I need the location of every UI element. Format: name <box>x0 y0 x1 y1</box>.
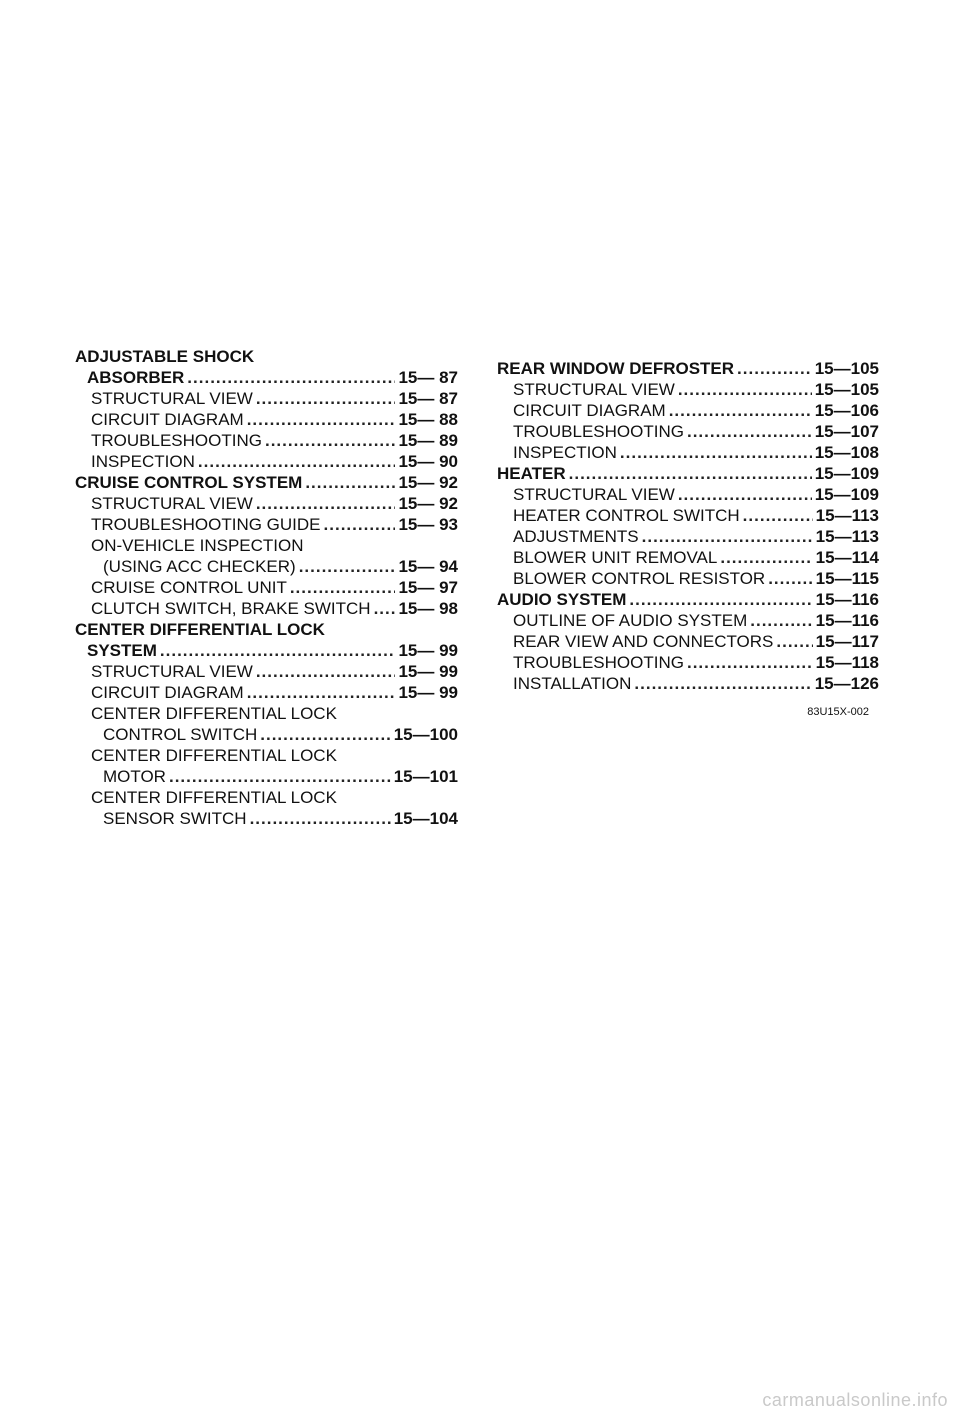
toc-entry[interactable] <box>497 631 879 652</box>
toc-label: STRUCTURAL VIEW <box>91 662 253 681</box>
toc-page: 15—105 <box>814 380 879 399</box>
dot-leader <box>634 673 811 694</box>
toc-label: SYSTEM <box>87 641 157 660</box>
toc-page: 15—116 <box>815 590 879 609</box>
toc-entry[interactable] <box>497 442 879 463</box>
toc-label: CONTROL SWITCH <box>103 725 258 744</box>
dot-leader <box>737 358 812 379</box>
toc-page: 15— 89 <box>398 431 458 450</box>
toc-label: CLUTCH SWITCH, BRAKE SWITCH <box>91 599 371 618</box>
toc-label: STRUCTURAL VIEW <box>91 494 253 513</box>
dot-leader <box>678 379 812 400</box>
toc-entry[interactable] <box>75 577 458 598</box>
figure-code: 83U15X-002 <box>807 706 869 718</box>
toc-page: 15—105 <box>814 359 879 378</box>
dot-leader <box>642 526 813 547</box>
toc-page: 15—113 <box>815 506 879 525</box>
toc-label: (USING ACC CHECKER) <box>103 557 296 576</box>
toc-label: REAR VIEW AND CONNECTORS <box>513 632 774 651</box>
toc-label: AUDIO SYSTEM <box>497 590 627 609</box>
dot-leader <box>620 442 812 463</box>
toc-entry[interactable] <box>75 682 458 703</box>
dot-leader <box>160 640 396 661</box>
toc-label: STRUCTURAL VIEW <box>513 380 675 399</box>
toc-entry[interactable] <box>75 514 458 535</box>
dot-leader <box>250 808 391 829</box>
toc-label: HEATER CONTROL SWITCH <box>513 506 740 525</box>
toc-entry[interactable] <box>75 367 458 388</box>
toc-label: CIRCUIT DIAGRAM <box>91 683 244 702</box>
toc-left-column <box>75 346 458 829</box>
toc-page: 15— 99 <box>398 683 458 702</box>
toc-entry[interactable] <box>497 652 879 673</box>
toc-label: CIRCUIT DIAGRAM <box>513 401 666 420</box>
toc-page: 15— 90 <box>398 452 458 471</box>
toc-entry[interactable] <box>497 421 879 442</box>
toc-label-multiline: CENTER DIFFERENTIAL LOCK <box>91 788 337 807</box>
toc-page: 15— 88 <box>398 410 458 429</box>
dot-leader <box>669 400 812 421</box>
toc-entry[interactable] <box>75 661 458 682</box>
dot-leader <box>247 409 396 430</box>
dot-leader <box>629 589 812 610</box>
toc-label: CIRCUIT DIAGRAM <box>91 410 244 429</box>
toc-page: 15— 94 <box>398 557 458 576</box>
toc-page: 15— 98 <box>398 599 458 618</box>
dot-leader <box>299 556 396 577</box>
toc-page: 15—114 <box>815 548 879 567</box>
toc-entry-heater[interactable] <box>497 463 879 484</box>
toc-entry[interactable] <box>75 598 458 619</box>
dot-leader <box>768 568 812 589</box>
toc-page: 15—109 <box>814 485 879 504</box>
toc-label: BLOWER UNIT REMOVAL <box>513 548 718 567</box>
dot-leader <box>776 631 812 652</box>
watermark-text: carmanualsonline.info <box>762 1390 948 1410</box>
toc-page: 15— 99 <box>398 662 458 681</box>
toc-page: 15— 92 <box>398 473 458 492</box>
toc-page: 15—117 <box>815 632 879 651</box>
toc-label: CRUISE CONTROL UNIT <box>91 578 287 597</box>
toc-entry[interactable] <box>75 766 458 787</box>
dot-leader <box>247 682 396 703</box>
toc-heading-adjustable-shock: ADJUSTABLE SHOCK <box>75 347 255 366</box>
toc-entry[interactable] <box>75 409 458 430</box>
toc-entry[interactable] <box>497 673 879 694</box>
toc-label: INSPECTION <box>91 452 195 471</box>
toc-page: 15—100 <box>393 725 458 744</box>
toc-label: TROUBLESHOOTING GUIDE <box>91 515 321 534</box>
toc-entry-cruise-control[interactable] <box>75 472 458 493</box>
toc-entry-audio-system[interactable] <box>497 589 879 610</box>
dot-leader <box>324 514 396 535</box>
dot-leader <box>265 430 395 451</box>
toc-label-multiline: CENTER DIFFERENTIAL LOCK <box>91 704 337 723</box>
dot-leader <box>743 505 813 526</box>
toc-label: HEATER <box>497 464 566 483</box>
toc-page: 15—108 <box>814 443 879 462</box>
toc-entry[interactable] <box>75 724 458 745</box>
toc-label: SENSOR SWITCH <box>103 809 247 828</box>
toc-entry[interactable] <box>497 568 879 589</box>
toc-page: 15—118 <box>815 653 879 672</box>
toc-entry[interactable] <box>497 484 879 505</box>
toc-page: 15—115 <box>815 569 879 588</box>
dot-leader <box>678 484 812 505</box>
toc-heading-center-diff-lock: CENTER DIFFERENTIAL LOCK <box>75 620 325 639</box>
toc-label: TROUBLESHOOTING <box>513 653 684 672</box>
dot-leader <box>290 577 396 598</box>
toc-page: 15—101 <box>393 767 458 786</box>
toc-page: 15— 87 <box>398 389 458 408</box>
toc-label-multiline: ON-VEHICLE INSPECTION <box>91 536 304 555</box>
dot-leader <box>260 724 390 745</box>
dot-leader <box>687 421 812 442</box>
toc-label: STRUCTURAL VIEW <box>513 485 675 504</box>
toc-label: REAR WINDOW DEFROSTER <box>497 359 735 378</box>
dot-leader <box>374 598 396 619</box>
toc-entry[interactable] <box>497 547 879 568</box>
toc-label: INSPECTION <box>513 443 617 462</box>
toc-page: 15—109 <box>814 464 879 483</box>
dot-leader <box>256 493 396 514</box>
toc-entry[interactable] <box>75 556 458 577</box>
toc-page: 15—106 <box>814 401 879 420</box>
toc-label: TROUBLESHOOTING <box>513 422 684 441</box>
dot-leader <box>169 766 391 787</box>
toc-entry[interactable] <box>497 379 879 400</box>
toc-page: 15— 97 <box>398 578 458 597</box>
toc-entry[interactable] <box>75 493 458 514</box>
dot-leader <box>256 661 396 682</box>
toc-label: TROUBLESHOOTING <box>91 431 262 450</box>
toc-entry-rear-window-defroster[interactable] <box>497 358 879 379</box>
toc-label: MOTOR <box>103 767 166 786</box>
toc-page: 15— 99 <box>398 641 458 660</box>
toc-entry[interactable] <box>75 451 458 472</box>
toc-page: 15— 93 <box>398 515 458 534</box>
dot-leader <box>305 472 395 493</box>
toc-page: 15—107 <box>814 422 879 441</box>
toc-page: 15— 87 <box>398 368 458 387</box>
toc-entry[interactable] <box>75 808 458 829</box>
dot-leader <box>687 652 813 673</box>
toc-entry[interactable] <box>75 640 458 661</box>
toc-entry[interactable] <box>497 526 879 547</box>
toc-page: 15—113 <box>815 527 879 546</box>
toc-label: OUTLINE OF AUDIO SYSTEM <box>513 611 748 630</box>
toc-label-multiline: CENTER DIFFERENTIAL LOCK <box>91 746 337 765</box>
toc-label: ABSORBER <box>87 368 185 387</box>
dot-leader <box>720 547 812 568</box>
toc-page: 15—126 <box>814 674 879 693</box>
toc-entry[interactable] <box>497 505 879 526</box>
toc-page: 15— 92 <box>398 494 458 513</box>
toc-label: ADJUSTMENTS <box>513 527 639 546</box>
toc-entry[interactable] <box>497 400 879 421</box>
toc-label: BLOWER CONTROL RESISTOR <box>513 569 766 588</box>
dot-leader <box>750 610 812 631</box>
dot-leader <box>198 451 396 472</box>
toc-label: STRUCTURAL VIEW <box>91 389 253 408</box>
toc-entry[interactable] <box>497 610 879 631</box>
toc-page: 15—116 <box>815 611 879 630</box>
dot-leader <box>187 367 395 388</box>
toc-label: INSTALLATION <box>513 674 632 693</box>
dot-leader <box>256 388 396 409</box>
toc-label: CRUISE CONTROL SYSTEM <box>75 473 303 492</box>
toc-page: 15—104 <box>393 809 458 828</box>
toc-entry[interactable] <box>75 430 458 451</box>
toc-right-column <box>497 358 879 723</box>
dot-leader <box>569 463 812 484</box>
toc-entry[interactable] <box>75 388 458 409</box>
